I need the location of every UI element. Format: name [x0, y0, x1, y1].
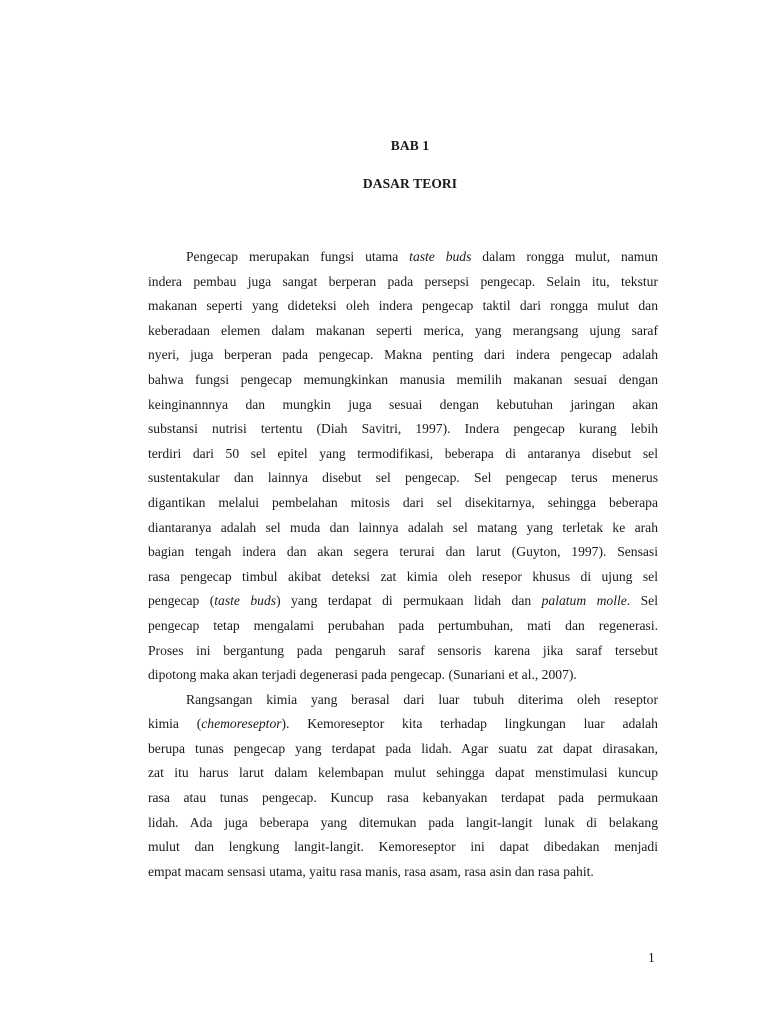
text-run: keinginannnya dan mungkin juga sesuai dengan kebutuhan jaringan akan	[148, 396, 658, 412]
text-run: indera pembau juga sangat berperan pada persepsi pengecap. Selain itu, tekstur	[148, 273, 658, 289]
paragraph-2-line	[148, 688, 658, 713]
paragraph-2-line	[148, 786, 658, 811]
text-run: zat itu harus larut dalam kelembapan mulut sehingga dapat menstimulasi kuncup	[148, 765, 658, 781]
text-run: pengecap (	[148, 593, 215, 609]
text-run: dalam rongga mulut, namun	[471, 249, 658, 264]
text-run: ). Kemoreseptor kita terhadap lingkungan luar adalah	[281, 716, 658, 732]
text-run: empat macam sensasi utama, yaitu rasa manis, rasa asam, rasa asin dan rasa pahit.	[148, 863, 594, 879]
text-run: Rangsangan kimia yang berasal dari luar tubuh diterima oleh reseptor	[186, 691, 658, 707]
chapter-title: DASAR TEORI	[362, 176, 458, 191]
paragraph-2-line	[148, 860, 658, 885]
italic-term: palatum molle	[541, 593, 627, 609]
text-run: makanan seperti yang dideteksi oleh indera pengecap taktil dari rongga mulut dan	[148, 298, 658, 314]
body-text	[148, 245, 658, 884]
text-run: terdiri dari 50 sel epitel yang termodifikasi, beberapa di antaranya disebut sel	[148, 445, 658, 461]
paragraph-1-line	[148, 663, 658, 688]
text-run: pengecap tetap mengalami perubahan pada pertumbuhan, mati dan regenerasi.	[148, 617, 658, 633]
italic-term: taste buds	[409, 249, 472, 264]
paragraph-2-line	[148, 761, 658, 786]
paragraph-1-line	[148, 516, 658, 541]
text-run: . Sel	[626, 593, 658, 609]
paragraph-1-line	[148, 270, 658, 295]
paragraph-1-line	[148, 343, 658, 368]
paragraph-1-line	[148, 417, 658, 442]
text-run: substansi nutrisi tertentu (Diah Savitri, 1997). Indera pengecap kurang lebih	[148, 421, 658, 437]
paragraph-1-line	[148, 319, 658, 344]
page-number: 1	[648, 950, 655, 965]
paragraph-1-line	[148, 491, 658, 516]
paragraph-2-line	[148, 712, 658, 737]
text-run: kimia (	[148, 716, 202, 732]
text-run: Pengecap merupakan fungsi utama	[186, 249, 410, 264]
text-run: diantaranya adalah sel muda dan lainnya adalah sel matang yang terletak ke arah	[148, 519, 658, 535]
text-run: rasa atau tunas pengecap. Kuncup rasa kebanyakan terdapat pada permukaan	[148, 790, 658, 806]
paragraph-1-line	[148, 614, 658, 639]
paragraph-1-line	[148, 565, 658, 590]
text-run: mulut dan lengkung langit-langit. Kemoreseptor ini dapat dibedakan menjadi	[148, 839, 658, 855]
paragraph-2-line	[148, 835, 658, 860]
paragraph-1-line	[148, 393, 658, 418]
paragraph-1-line	[148, 294, 658, 319]
italic-term: chemoreseptor	[201, 716, 282, 732]
text-run: Proses ini bergantung pada pengaruh saraf sensoris karena jika saraf tersebut	[148, 642, 658, 658]
text-run: nyeri, juga berperan pada pengecap. Makna penting dari indera pengecap adalah	[148, 347, 658, 363]
text-run: lidah. Ada juga beberapa yang ditemukan pada langit-langit lunak di belakang	[148, 814, 658, 830]
text-run: sustentakular dan lainnya disebut sel pengecap. Sel pengecap terus menerus	[148, 470, 658, 486]
text-run: ) yang terdapat di permukaan lidah dan	[276, 593, 542, 609]
paragraph-1-line	[148, 639, 658, 664]
text-run: keberadaan elemen dalam makanan seperti merica, yang merangsang ujung saraf	[148, 322, 658, 338]
paragraph-1-line	[148, 466, 658, 491]
paragraph-2-line	[148, 811, 658, 836]
text-run: digantikan melalui pembelahan mitosis dari sel disekitarnya, sehingga beberapa	[148, 494, 658, 510]
paragraph-2-line	[148, 737, 658, 762]
text-run: bagian tengah indera dan akan segera terurai dan larut (Guyton, 1997). Sensasi	[148, 544, 658, 560]
chapter-number: BAB 1	[390, 138, 430, 153]
text-run: bahwa fungsi pengecap memungkinkan manusia memilih makanan sesuai dengan	[148, 371, 658, 387]
paragraph-1-line	[148, 589, 658, 614]
paragraph-1-line	[148, 368, 658, 393]
text-run: dipotong maka akan terjadi degenerasi pada pengecap. (Sunariani et al., 2007).	[148, 667, 577, 683]
paragraph-1-line	[148, 245, 658, 270]
text-run: berupa tunas pengecap yang terdapat pada lidah. Agar suatu zat dapat dirasakan,	[148, 740, 658, 756]
text-run: rasa pengecap timbul akibat deteksi zat kimia oleh resepor khusus di ujung sel	[148, 568, 658, 584]
paragraph-1-line	[148, 442, 658, 467]
italic-term: taste buds	[214, 593, 277, 609]
paragraph-1-line	[148, 540, 658, 565]
